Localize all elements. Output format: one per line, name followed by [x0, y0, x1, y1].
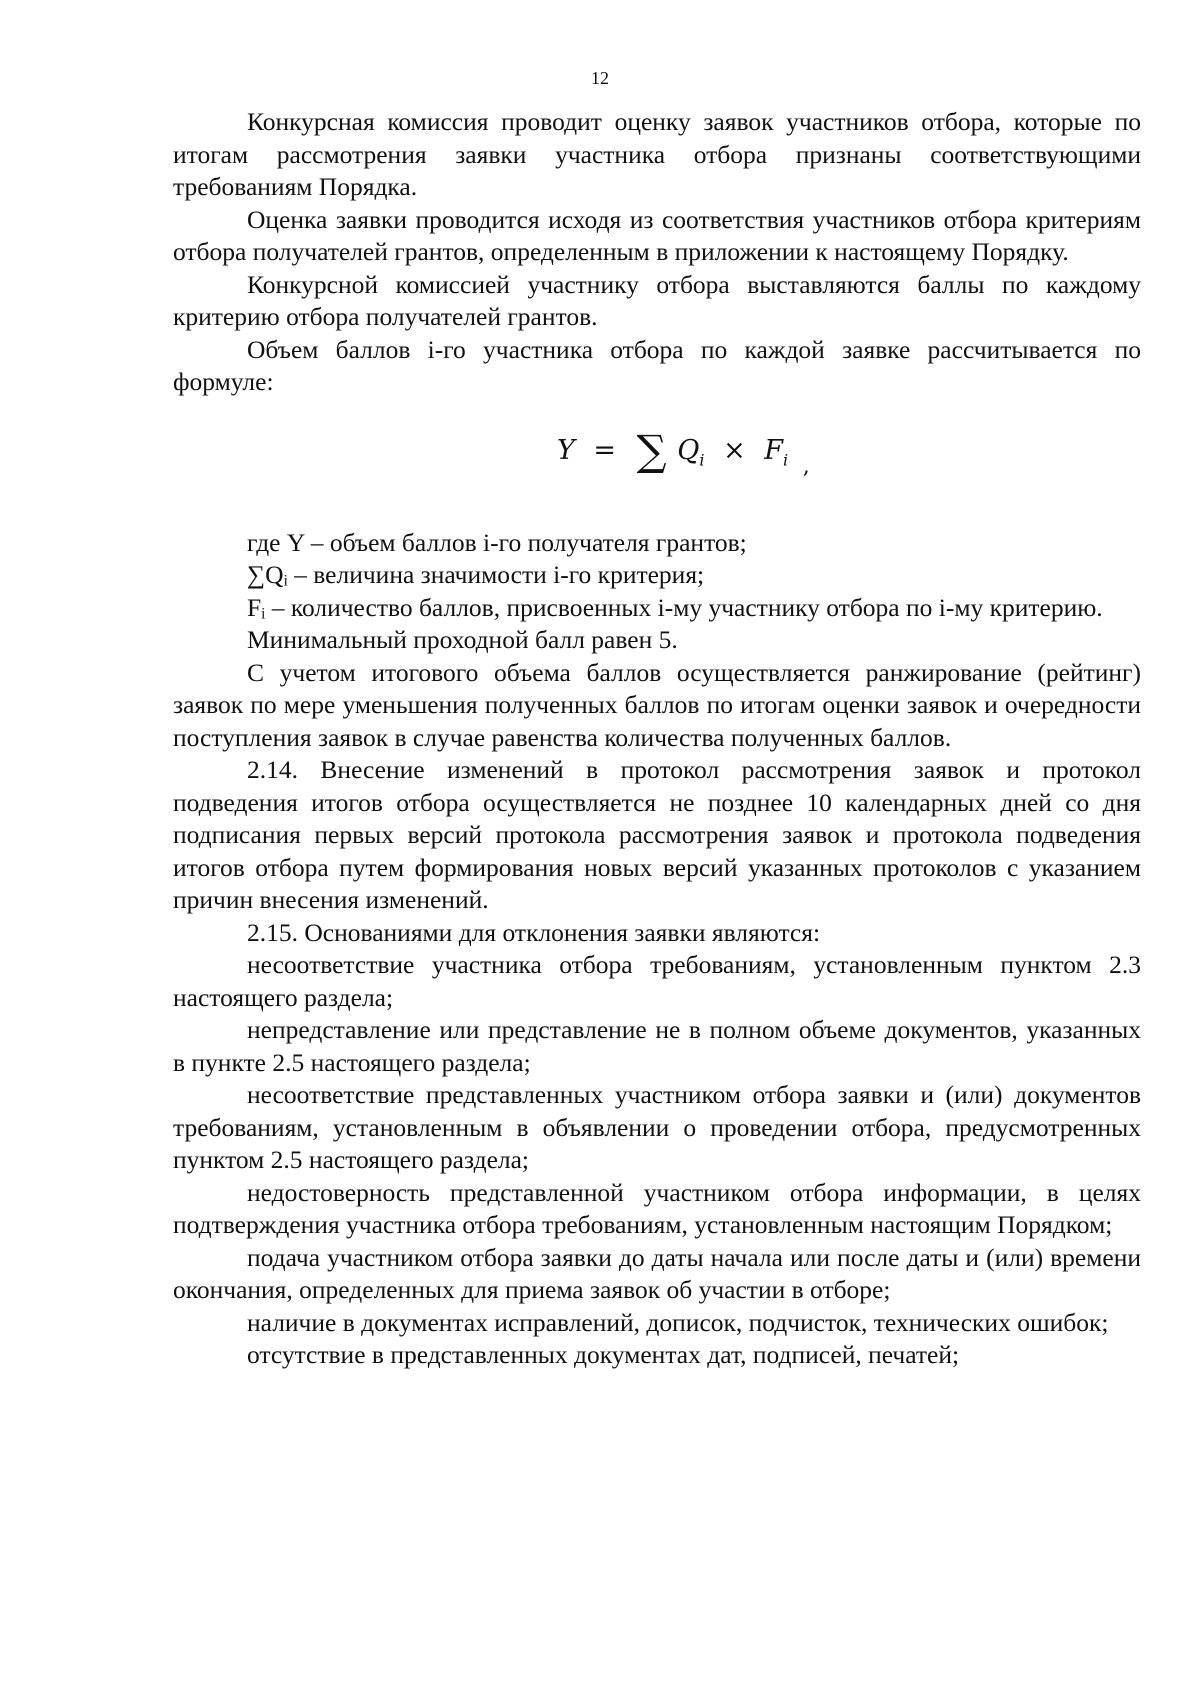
- formula-expression: [557, 425, 810, 479]
- paragraph-evaluation-criteria: Оценка заявки проводится исходя из соответствия участников отбора критериям отбора получателей грантов, определенным в приложении к настоящему Порядку.: [173, 204, 1141, 266]
- paragraph-points-formula-intro: Объем баллов i-го участника отбора по каждой заявке рассчитывается по формуле:: [173, 334, 1141, 396]
- rejection-reason-3: несоответствие представленных участником отбора заявки и (или) документов требованиям, установленным в объявлении о проведении отбора, предусмотренных пунктом 2.5 настоящего раздела;: [173, 1080, 1141, 1174]
- paragraph-commission-evaluation: Конкурсная комиссия проводит оценку заявок участников отбора, которые по итогам рассмотрения заявки участника отбора признаны соответствующими требованиям Порядка.: [173, 107, 1141, 201]
- rejection-reason-6: наличие в документах исправлений, дописок, подчисток, технических ошибок;: [247, 1307, 1109, 1337]
- paragraph-ranking: С учетом итогового объема баллов осуществляется ранжирование (рейтинг) заявок по мере уменьшения полученных баллов по итогам оценки заявок и очередности поступления заявок в случае равенства количества полученных баллов.: [173, 657, 1141, 752]
- formula-comma: ,: [802, 453, 810, 479]
- paragraph-minimum-score: Минимальный проходной балл равен 5.: [247, 625, 678, 654]
- formula-sum-sign: ∑: [636, 425, 667, 475]
- rejection-reason-5: подача участником отбора заявки до даты начала или после даты и (или) времени окончания, определенных для приема заявок об участии в отборе;: [173, 1242, 1141, 1304]
- document-body: [173, 106, 1141, 1372]
- rejection-reason-4: недостоверность представленной участником отбора информации, в целях подтверждения участника отбора требованиям, установленным настоящим Порядком;: [173, 1177, 1141, 1239]
- paragraph-q-definition: ∑Qᵢ – величина значимости i-го критерия;: [247, 560, 705, 589]
- formula-q: Q: [677, 434, 700, 466]
- paragraph-2-15: 2.15. Основаниями для отклонения заявки являются:: [247, 917, 821, 947]
- rejection-reason-1: несоответствие участника отбора требованиям, установленным пунктом 2.3 настоящего раздела;: [173, 950, 1141, 1012]
- formula-equals: =: [593, 434, 617, 466]
- scoring-formula: [173, 399, 1141, 527]
- formula-q-subscript: i: [699, 449, 705, 469]
- paragraph-points-assignment: Конкурсной комиссией участнику отбора выставляются баллы по каждому критерию отбора получателей грантов.: [173, 269, 1141, 331]
- rejection-reason-7: отсутствие в представленных документах дат, подписей, печатей;: [247, 1340, 960, 1369]
- page-number: 12: [591, 68, 609, 88]
- paragraph-2-14: 2.14. Внесение изменений в протокол рассмотрения заявок и протокол подведения итогов отбора осуществляется не позднее 10 календарных дней со дня подписания первых версий протокола рассмотрения заявок и протокола подведения итогов отбора путем формирования новых версий указанных протоколов с указанием причин внесения изменений.: [173, 755, 1141, 914]
- paragraph-y-definition: где Y – объем баллов i-го получателя грантов;: [247, 527, 747, 557]
- formula-f-subscript: i: [783, 449, 789, 469]
- formula-times: ×: [723, 434, 746, 466]
- paragraph-f-definition: Fᵢ – количество баллов, присвоенных i-му участнику отбора по i-му критерию.: [247, 592, 1103, 622]
- formula-f: F: [764, 434, 784, 466]
- rejection-reason-2: непредставление или представление не в полном объеме документов, указанных в пункте 2.5 настоящего раздела;: [173, 1015, 1141, 1077]
- formula-lhs: Y: [557, 434, 575, 466]
